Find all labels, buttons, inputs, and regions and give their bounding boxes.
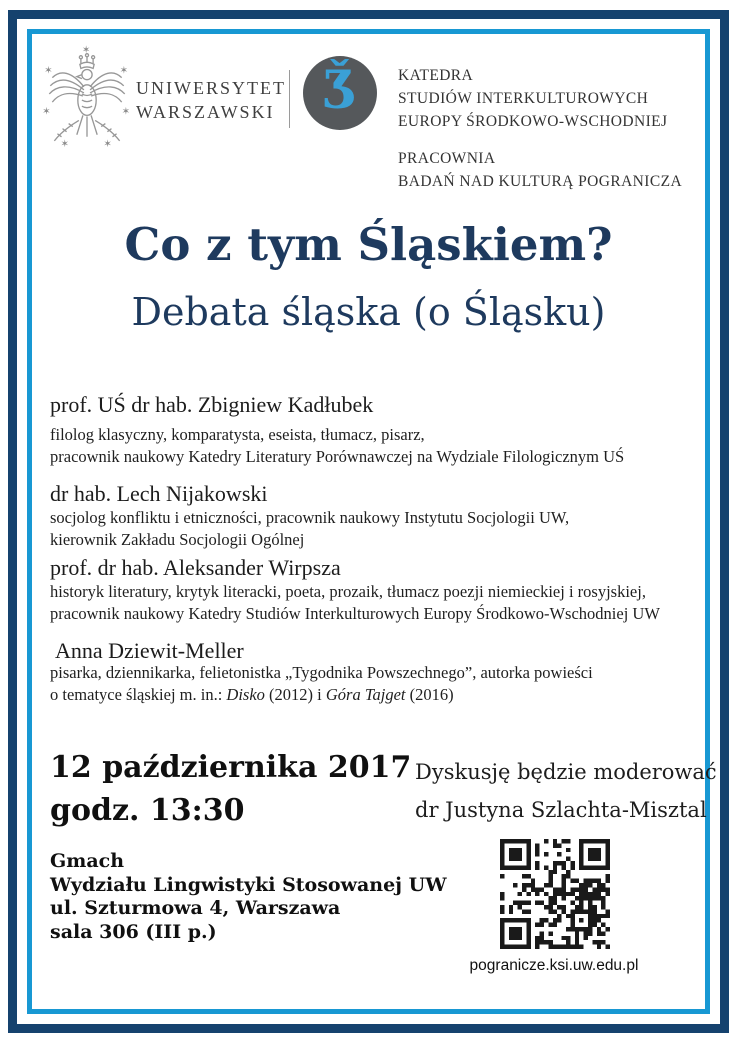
- department-logo: [303, 56, 377, 130]
- poster-title: Co z tym Śląskiem?: [124, 218, 613, 271]
- venue-line3: ul. Szturmowa 4, Warszawa: [50, 897, 341, 919]
- moderator-info: [415, 753, 717, 829]
- speaker-1-description: [50, 424, 624, 468]
- venue-line4: sala 306 (III p.): [50, 920, 217, 943]
- speaker-1-desc-line2: pracownik naukowy Katedry Literatury Porównawczej na Wydziale Filologicznym UŚ: [50, 447, 625, 466]
- svg-text:✶: ✶: [81, 45, 91, 57]
- qr-url: pogranicze.ksi.uw.edu.pl: [469, 957, 639, 974]
- speaker-4-book2-title: Góra Tajget: [325, 685, 406, 704]
- svg-text:✶: ✶: [42, 106, 51, 118]
- speaker-4-desc2-part3: (2012) i: [264, 685, 326, 704]
- unit-line1: PRACOWNIA: [398, 150, 496, 167]
- speaker-4-desc2-part5: (2016): [405, 685, 454, 704]
- venue-address: [50, 850, 447, 944]
- moderator-intro: Dyskusję będzie moderować: [415, 760, 717, 784]
- speaker-3-description: [50, 581, 660, 625]
- header-divider: [289, 70, 290, 128]
- svg-text:✶: ✶: [60, 139, 70, 150]
- poster-subtitle: Debata śląska (o Śląsku): [131, 290, 606, 334]
- department-line1: KATEDRA: [398, 67, 474, 84]
- speaker-2-name: dr hab. Lech Nijakowski: [50, 481, 268, 506]
- venue-line1: Gmach: [50, 850, 125, 872]
- department-name: [398, 64, 667, 133]
- speaker-4-description: [50, 662, 593, 706]
- svg-text:✶: ✶: [119, 65, 129, 77]
- speaker-2-desc-line2: kierownik Zakładu Socjologii Ogólnej: [50, 530, 305, 549]
- event-time: godz. 13:30: [50, 793, 245, 828]
- speaker-1-name: prof. UŚ dr hab. Zbigniew Kadłubek: [50, 392, 374, 417]
- department-line3: EUROPY ŚRODKOWO-WSCHODNIEJ: [398, 113, 668, 130]
- university-name-line2: WARSZAWSKI: [136, 102, 275, 122]
- event-date: 12 października 2017: [50, 750, 412, 785]
- speaker-4-desc-line2: [50, 684, 593, 706]
- svg-text:✶: ✶: [44, 65, 53, 77]
- research-unit-name: [398, 147, 682, 193]
- speaker-3-name: prof. dr hab. Aleksander Wirpsza: [50, 555, 341, 580]
- venue-line2: Wydziału Lingwistyki Stosowanej UW: [50, 873, 447, 896]
- moderator-name: dr Justyna Szlachta-Misztal: [415, 798, 707, 822]
- department-logo-glyph-icon: Ǯ: [322, 60, 358, 121]
- speaker-3-desc-line2: pracownik naukowy Katedry Studiów Interkulturowych Europy Środkowo-Wschodniej UW: [50, 604, 660, 623]
- speaker-4-desc-line1: pisarka, dziennikarka, felietonistka „Tygodnika Powszechnego”, autorka powieści: [50, 663, 593, 682]
- speaker-4-name: Anna Dziewit-Meller: [55, 638, 244, 663]
- speaker-4-book1-title: Disko: [226, 685, 265, 704]
- university-name: [136, 76, 286, 124]
- speaker-2-description: [50, 507, 569, 551]
- department-line2: STUDIÓW INTERKULTUROWYCH: [398, 90, 649, 107]
- svg-text:✶: ✶: [121, 106, 131, 118]
- unit-line2: BADAŃ NAD KULTURĄ POGRANICZA: [398, 173, 683, 190]
- event-datetime: [50, 746, 411, 832]
- speaker-2-desc-line1: socjolog konfliktu i etniczności, pracownik naukowy Instytutu Socjologii UW,: [50, 508, 570, 527]
- speaker-4-desc2-part1: o tematyce śląskiej m. in.:: [50, 685, 227, 704]
- uw-eagle-logo-icon: [36, 40, 138, 152]
- speaker-3-desc-line1: historyk literatury, krytyk literacki, poeta, prozaik, tłumacz poezji niemieckiej i rosyjskiej,: [50, 582, 646, 601]
- university-name-line1: UNIWERSYTET: [136, 78, 286, 98]
- svg-text:✶: ✶: [103, 139, 112, 150]
- qr-code: [497, 836, 613, 952]
- speaker-1-desc-line1: filolog klasyczny, komparatysta, eseista, tłumacz, pisarz,: [50, 425, 425, 444]
